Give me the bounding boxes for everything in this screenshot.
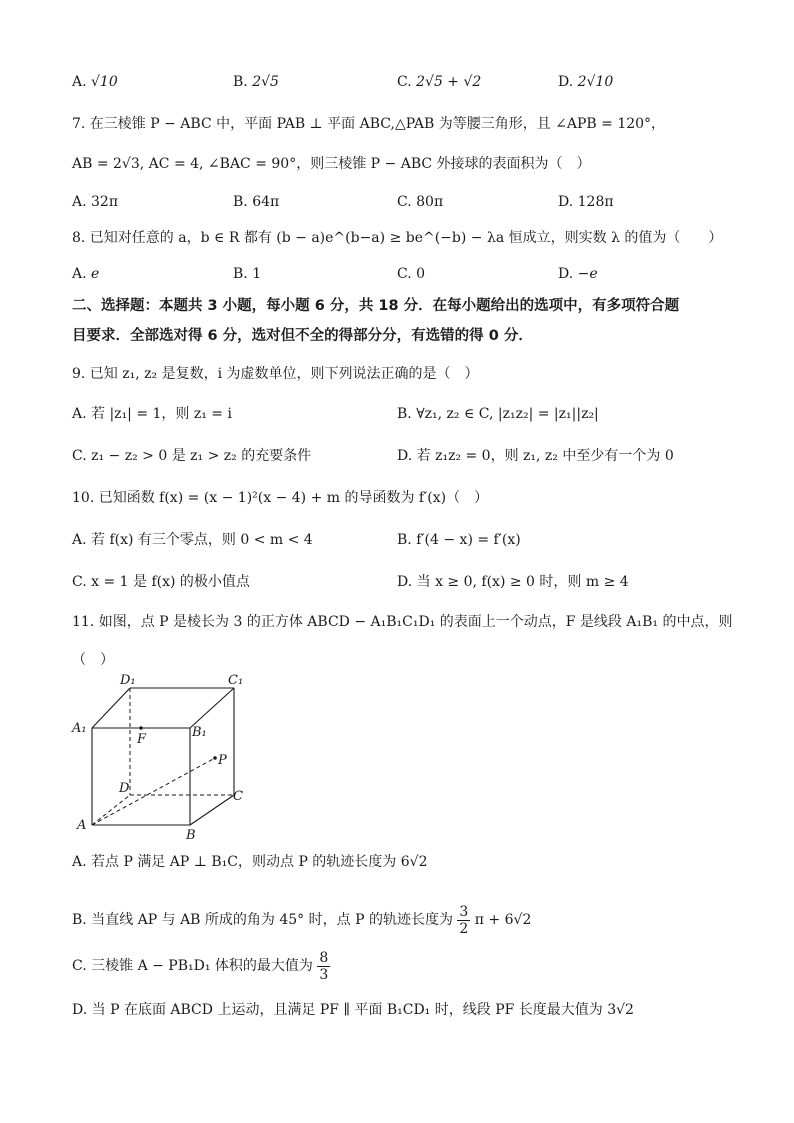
option-text: C. 三棱锥 A − PB₁D₁ 体积的最大值为 [72,958,313,974]
fraction-eight-thirds [317,950,330,983]
label-b1: B₁ [192,725,207,740]
q11-option-d: D. 当 P 在底面 ABCD 上运动，且满足 PF ∥ 平面 B₁CD₁ 时，线段 PF 长度最大值为 3√2 [72,1002,634,1018]
option-letter: D. [558,74,574,90]
q6-option-c [397,72,481,92]
q7-option-a [72,192,118,212]
q8-option-b [233,264,261,284]
label-p: P [218,753,227,768]
cube-figure [70,672,250,842]
option-text: 32π [91,194,119,210]
q8-stem: 8. 已知对任意的 a，b ∈ R 都有 (b − a)e^(b−a) ≥ be^(−b) − λa 恒成立，则实数 λ 的值为（ ） [72,230,723,246]
option-letter: C. [397,74,412,90]
q11-option-a: A. 若点 P 满足 AP ⊥ B₁C，则动点 P 的轨迹长度为 6√2 [72,854,428,870]
section2-heading-line2: 目要求．全部选对得 6 分，选对但不全的得部分分，有选错的得 0 分． [72,328,533,344]
option-letter: A. [72,74,87,90]
q9-stem: 9. 已知 z₁, z₂ 是复数，i 为虚数单位，则下列说法正确的是（ ） [72,366,479,382]
point-f [139,726,143,730]
option-text: 64π [252,194,280,210]
option-text: 2√5 + √2 [416,74,482,90]
denominator: 2 [459,920,469,937]
segment-a-p [92,758,215,825]
visible-edges [92,688,234,825]
edge-a-d [92,795,130,825]
label-c: C [233,789,243,804]
q7-stem-line2: AB = 2√3, AC = 4, ∠BAC = 90°，则三棱锥 P − ABC 外接球的表面积为（ ） [72,156,591,172]
label-c1: C₁ [228,673,244,688]
label-f: F [137,732,147,747]
q10-option-b: B. f′(4 − x) = f′(x) [397,532,521,548]
option-text: B. 当直线 AP 与 AB 所成的角为 45° 时，点 P 的轨迹长度为 [72,912,453,928]
option-text: 0 [416,266,426,282]
option-text: √10 [91,74,118,90]
option-letter: D. [558,194,574,210]
label-a1: A₁ [72,721,87,736]
label-d: D [119,781,130,796]
option-letter: A. [72,194,87,210]
q7-stem-line1: 7. 在三棱锥 P − ABC 中，平面 PAB ⊥ 平面 ABC,△PAB 为等腰三角形，且 ∠APB = 120°， [72,116,666,132]
option-letter: C. [397,266,412,282]
option-text: 2√10 [577,74,614,90]
q8-option-d [558,264,598,284]
option-letter: B. [233,74,248,90]
option-text: 128π [577,194,614,210]
fraction-three-halves [457,904,470,937]
edge-b-c [190,795,234,825]
option-letter: A. [72,266,87,282]
option-text: −e [577,266,598,282]
section2-heading-line1: 二、选择题：本题共 3 小题，每小题 6 分，共 18 分．在每小题给出的选项中，有多项符合题 [72,298,680,314]
q9-option-d: D. 若 z₁z₂ = 0，则 z₁, z₂ 中至少有一个为 0 [397,448,674,464]
option-text: 2√5 [252,74,279,90]
option-letter: D. [558,266,574,282]
edge-b1-c1 [190,688,234,728]
label-d1: D₁ [120,673,136,688]
q11-option-b [72,900,531,940]
hidden-edges [92,688,234,825]
edge-d1-a1 [92,688,130,728]
option-text: e [91,266,100,282]
option-letter: B. [233,266,248,282]
option-text: 80π [416,194,444,210]
q10-option-a: A. 若 f(x) 有三个零点，则 0 < m < 4 [72,532,313,548]
q7-option-d [558,192,614,212]
option-letter: C. [397,194,412,210]
option-text: π + 6√2 [474,912,532,928]
q10-stem: 10. 已知函数 f(x) = (x − 1)²(x − 4) + m 的导函数为 f′(x)（ ） [72,490,489,506]
option-letter: B. [233,194,248,210]
q7-option-c [397,192,443,212]
q9-option-a: A. 若 |z₁| = 1，则 z₁ = i [72,406,232,422]
numerator: 3 [459,903,469,920]
q7-option-b [233,192,279,212]
denominator: 3 [319,966,329,983]
q11-option-c [72,946,330,986]
q8-option-c [397,264,425,284]
point-p [213,756,217,760]
q11-paren: （ ） [72,652,114,668]
q10-option-c: C. x = 1 是 f(x) 的极小值点 [72,574,250,590]
q6-option-b [233,72,279,92]
q8-option-a [72,264,99,284]
q6-option-a [72,72,118,92]
label-a: A [77,818,87,833]
q10-option-d: D. 当 x ≥ 0, f(x) ≥ 0 时，则 m ≥ 4 [397,574,629,590]
numerator: 8 [319,949,329,966]
q9-option-c: C. z₁ − z₂ > 0 是 z₁ > z₂ 的充要条件 [72,448,312,464]
q6-option-d [558,72,613,92]
q11-stem: 11. 如图，点 P 是棱长为 3 的正方体 ABCD − A₁B₁C₁D₁ 的表面上一个动点，F 是线段 A₁B₁ 的中点，则 [72,614,733,630]
q9-option-b: B. ∀z₁, z₂ ∈ C, |z₁z₂| = |z₁||z₂| [397,406,599,422]
label-b: B [186,828,196,842]
option-text: 1 [252,266,262,282]
